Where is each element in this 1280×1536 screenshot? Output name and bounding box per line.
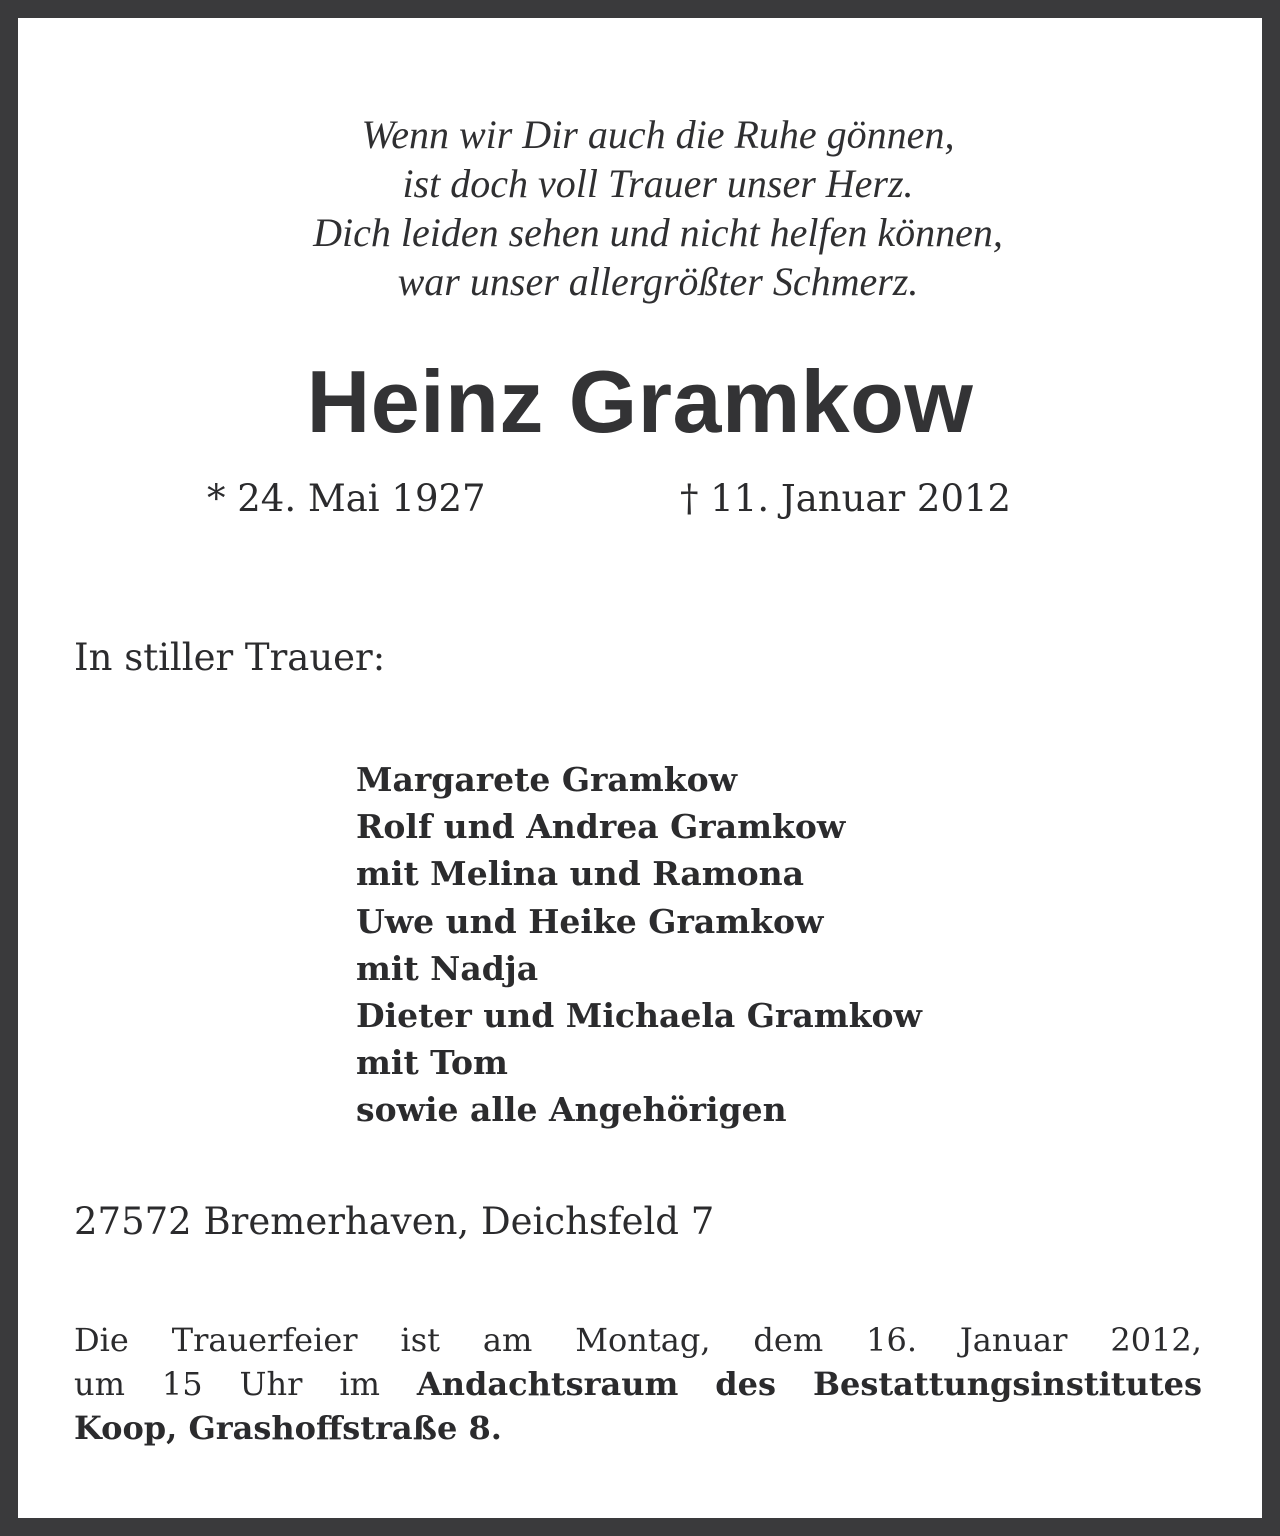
mourner-line: mit Nadja [356, 948, 539, 988]
service-word: Montag, [575, 1321, 711, 1359]
address: 27572 Bremerhaven, Deichsfeld 7 [74, 1200, 715, 1243]
service-venue-word: des [715, 1365, 777, 1403]
service-word: 16. [866, 1321, 917, 1359]
mourner-line: Margarete Gramkow [356, 760, 738, 799]
service-word: dem [753, 1321, 824, 1359]
mourner-line: Rolf und Andrea Gramkow [356, 807, 846, 847]
service-word: im [339, 1365, 380, 1403]
service-word: 15 [161, 1365, 203, 1403]
deceased-name: Heinz Gramkow [306, 352, 974, 451]
mourner-line: mit Melina und Ramona [356, 854, 805, 894]
service-word: um [74, 1365, 125, 1403]
service-venue-word: Bestattungsinstitutes [812, 1365, 1202, 1403]
service-venue-word: Andachtsraum [416, 1365, 679, 1403]
mourners-list [356, 756, 922, 1134]
poem-line: Dich leiden sehen und nicht helfen können, [313, 210, 1003, 255]
funeral-service-notice [74, 1318, 1202, 1450]
service-word: Uhr [239, 1365, 303, 1403]
service-word: 2012, [1110, 1321, 1202, 1359]
service-line-1 [74, 1318, 1202, 1362]
service-word: am [482, 1321, 533, 1359]
mourner-line: mit Tom [356, 1043, 508, 1083]
service-word: ist [400, 1321, 440, 1359]
mourner-line: sowie alle Angehörigen [356, 1090, 787, 1130]
mourner-line: Dieter und Michaela Gramkow [356, 996, 922, 1036]
mourner-line: Uwe und Heike Gramkow [356, 901, 824, 941]
service-venue-address: Koop, Grashoffstraße 8. [74, 1409, 502, 1447]
birth-date: * 24. Mai 1927 [207, 477, 486, 520]
service-line-3 [74, 1406, 1202, 1450]
death-date: † 11. Januar 2012 [680, 477, 1012, 520]
service-word: Die [74, 1321, 129, 1359]
poem-line: ist doch voll Trauer unser Herz. [402, 161, 914, 206]
poem-line: war unser allergrößter Schmerz. [397, 259, 919, 304]
service-word: Januar [959, 1321, 1068, 1359]
poem-line: Wenn wir Dir auch die Ruhe gönnen, [361, 112, 955, 157]
mourning-label: In stiller Trauer: [74, 636, 386, 679]
service-word: Trauerfeier [171, 1321, 358, 1359]
poem [18, 110, 1280, 306]
service-line-2 [74, 1362, 1202, 1406]
